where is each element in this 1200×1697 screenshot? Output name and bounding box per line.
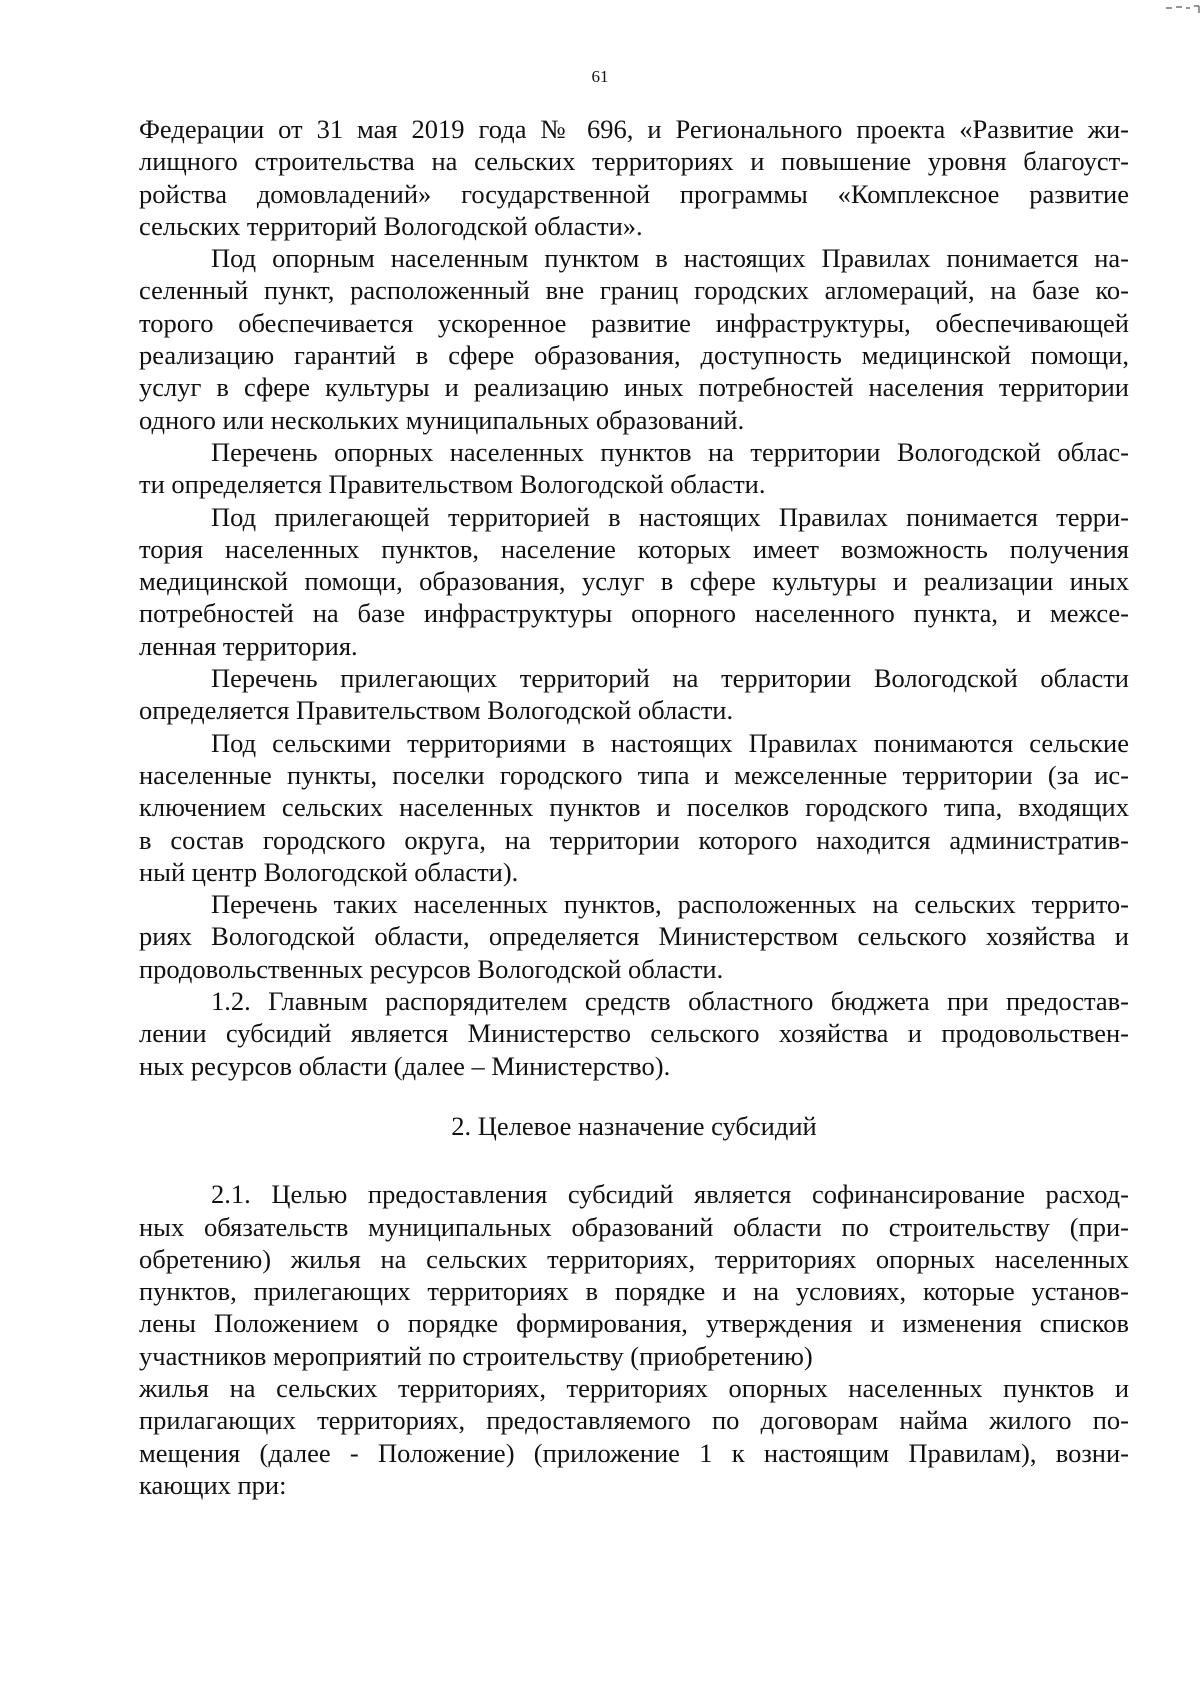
text-line: лищного строительства на сельских территориях и повышение уровня благоуст- (139, 146, 1129, 177)
section-heading: 2. Целевое назначение субсидий (451, 1110, 817, 1141)
text-line: реализацию гарантий в сфере образования, доступность медицинской помощи, (139, 340, 1129, 371)
text-line: лены Положением о порядке формирования, утверждения и изменения списков (139, 1308, 1129, 1339)
text-line: в состав городского округа, на территории которого находится административ- (139, 824, 1129, 855)
paragraph (139, 436, 1129, 501)
text-line: ти определяется Правительством Вологодской области. (139, 469, 766, 500)
text-line: Под опорным населенным пунктом в настоящих Правилах понимается на- (211, 243, 1129, 274)
scan-corner-mark (1160, 0, 1200, 8)
text-line: кающих при: (139, 1469, 287, 1500)
text-line: тория населенных пунктов, население которых имеет возможность получения (139, 533, 1129, 564)
paragraph (139, 985, 1129, 1082)
text-line: ных ресурсов области (далее – Министерство). (139, 1050, 671, 1081)
paragraph (139, 113, 1129, 242)
text-line: продовольственных ресурсов Вологодской области. (139, 953, 724, 984)
text-line: пунктов, прилегающих территориях в порядке и на условиях, которые установ- (139, 1276, 1129, 1307)
text-line: Перечень опорных населенных пунктов на территории Вологодской облас- (211, 436, 1129, 467)
page-number: 61 (591, 67, 609, 86)
text-line: прилагающих территориях, предоставляемого по договорам найма жилого по- (139, 1405, 1129, 1436)
document-body (139, 113, 1129, 1501)
text-line: обретению) жилья на сельских территориях, территориях опорных населенных (139, 1243, 1129, 1274)
text-line: риях Вологодской области, определяется Министерством сельского хозяйства и (139, 921, 1129, 952)
text-line: Перечень таких населенных пунктов, расположенных на сельских террито- (211, 889, 1129, 920)
text-line: 2.1. Целью предоставления субсидий является софинансирование расход- (211, 1179, 1129, 1210)
text-line: селенный пункт, расположенный вне границ городских агломераций, на базе ко- (139, 275, 1129, 306)
text-line: ленная территория. (139, 630, 358, 661)
text-line: лении субсидий является Министерство сельского хозяйства и продовольствен- (139, 1018, 1129, 1049)
text-line: жилья на сельских территориях, территориях опорных населенных пунктов и (139, 1372, 1129, 1403)
text-line: ных обязательств муниципальных образований области по строительству (при- (139, 1211, 1129, 1242)
paragraph (139, 727, 1129, 888)
text-line: Перечень прилегающих территорий на территории Вологодской области (211, 663, 1129, 694)
text-line: потребностей на базе инфраструктуры опорного населенного пункта, и межсе- (139, 598, 1129, 629)
text-line: услуг в сфере культуры и реализацию иных потребностей населения территории (139, 372, 1129, 403)
paragraph (139, 1178, 1129, 1372)
text-line: сельских территорий Вологодской области». (139, 210, 643, 241)
text-line: ройства домовладений» государственной программы «Комплексное развитие (139, 178, 1129, 209)
text-line: населенные пункты, поселки городского типа и межселенные территории (за ис- (139, 759, 1129, 790)
paragraph (139, 1372, 1129, 1501)
paragraphs-after-heading (139, 1178, 1129, 1501)
paragraph (139, 501, 1129, 662)
text-line: 1.2. Главным распорядителем средств областного бюджета при предостав- (211, 986, 1129, 1017)
text-line: ключением сельских населенных пунктов и поселков городского типа, входящих (139, 792, 1129, 823)
text-line: мещения (далее - Положение) (приложение 1 к настоящим Правилам), возни- (139, 1437, 1129, 1468)
text-line: одного или нескольких муниципальных образований. (139, 404, 745, 435)
paragraph (139, 888, 1129, 985)
text-line: Федерации от 31 мая 2019 года № 696, и Регионального проекта «Развитие жи- (139, 114, 1129, 144)
paragraphs-before-heading (139, 113, 1129, 1082)
text-line: медицинской помощи, образования, услуг в сфере культуры и реализации иных (139, 566, 1129, 597)
paragraph (139, 662, 1129, 727)
text-line: Под сельскими территориями в настоящих Правилах понимаются сельские (211, 727, 1129, 758)
text-line: определяется Правительством Вологодской области. (139, 695, 734, 726)
text-line: ный центр Вологодской области). (139, 856, 519, 887)
text-line: участников мероприятий по строительству (приобретению) (139, 1340, 813, 1371)
paragraph (139, 242, 1129, 436)
text-line: Под прилегающей территорией в настоящих Правилах понимается терри- (211, 501, 1129, 532)
text-line: торого обеспечивается ускоренное развитие инфраструктуры, обеспечивающей (139, 307, 1129, 338)
